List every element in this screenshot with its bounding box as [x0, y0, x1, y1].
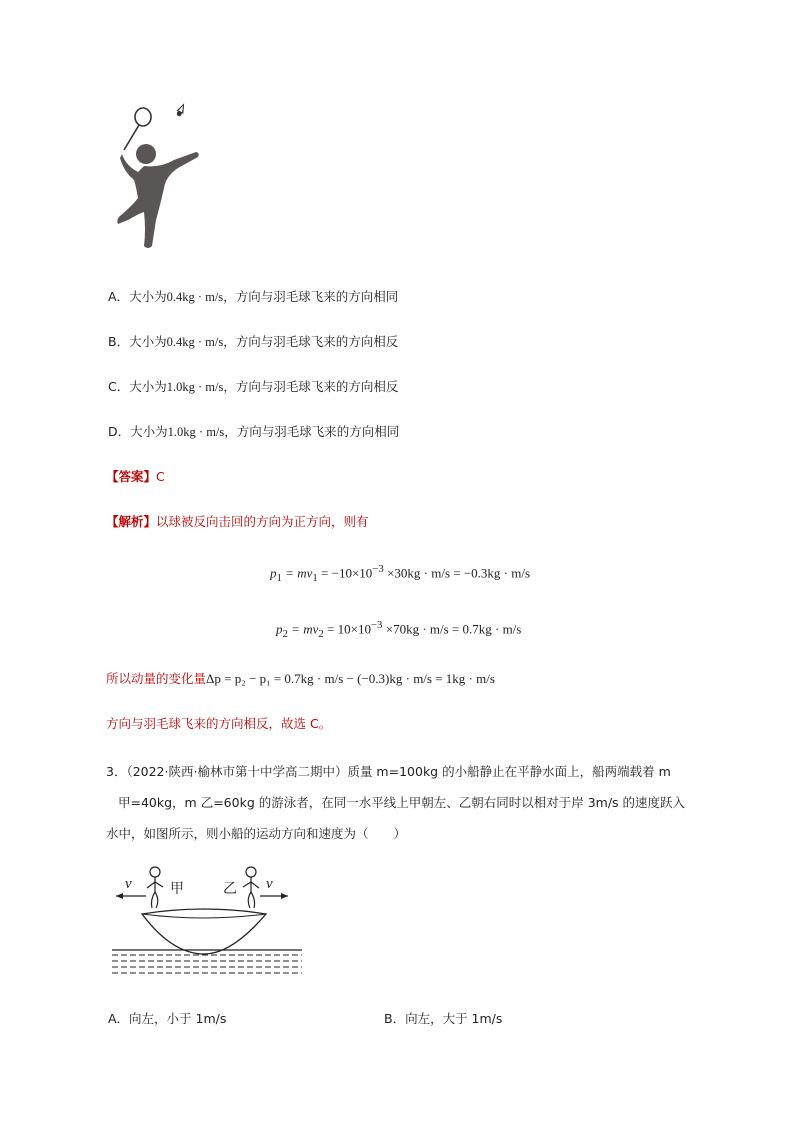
q3-option-b[interactable]: B．向左，大于 1m/s [384, 1011, 503, 1026]
option-pre: 大小为 [129, 334, 167, 349]
analysis-conclusion: 方向与羽毛球飞来的方向相反，故选 C。 [106, 716, 332, 731]
momentum-change-line [106, 669, 495, 687]
option-value: 0.4kg · m/s [166, 290, 224, 304]
momentum-change-equation: Δp = p₂ − p₁ = 0.7kg · m/s − (−0.3)kg · m/s = 1kg · m/s [206, 671, 495, 686]
figure-right-velocity: v [266, 876, 273, 892]
boat-swimmers-figure [112, 862, 302, 982]
figure-left-name: 甲 [170, 881, 184, 897]
answer-value: C [156, 469, 165, 484]
figure-right-name: 乙 [223, 881, 237, 897]
option-pre: 大小为 [129, 379, 167, 394]
equation-p1: $p_1 = mv_1 = -10\times 10^{-3} \times 30kg \cdot m/s = -0.3kg \cdot m/s$ [270, 563, 531, 584]
answer-label: 【答案】 [106, 469, 157, 484]
option-value: 1.0kg · m/s [167, 425, 225, 439]
option-post: ，方向与羽毛球飞来的方向相同 [223, 289, 399, 304]
option-d[interactable] [108, 422, 399, 440]
analysis-intro-line [106, 512, 369, 530]
option-letter: B． [108, 334, 130, 349]
option-letter: A． [108, 289, 130, 304]
question-3-line-1: 3．（2022·陕西·榆林市第十中学高二期中）质量 m=100kg 的小船静止在平静水面上，船两端载着 m [106, 764, 671, 779]
badminton-player-figure [108, 102, 208, 252]
option-c[interactable] [108, 377, 398, 395]
option-pre: 大小为 [129, 289, 167, 304]
option-letter: C． [108, 379, 130, 394]
option-b[interactable] [108, 332, 398, 350]
analysis-intro: 以球被反向击回的方向为正方向，则有 [156, 514, 369, 529]
option-letter: D． [108, 424, 131, 439]
q3-option-a[interactable]: A．向左，小于 1m/s [108, 1011, 227, 1026]
analysis-label: 【解析】 [106, 514, 157, 529]
momentum-change-prefix: 所以动量的变化量 [106, 671, 207, 686]
shuttlecock-icon [176, 103, 187, 117]
answer-line [106, 467, 165, 485]
option-value: 0.4kg · m/s [166, 335, 224, 349]
figure-left-velocity: v [125, 876, 132, 892]
option-post: ，方向与羽毛球飞来的方向相同 [224, 424, 400, 439]
equation-p2: $p_2 = mv_2 = 10\times 10^{-3} \times 70kg \cdot m/s = 0.7kg \cdot m/s$ [276, 619, 522, 640]
question-3-line-2: 甲=40kg，m 乙=60kg 的游泳者，在同一水平线上甲朝左、乙朝右同时以相对于岸 3m/s 的速度跃入 [118, 795, 686, 810]
option-a[interactable] [108, 287, 398, 305]
option-pre: 大小为 [130, 424, 168, 439]
option-post: ，方向与羽毛球飞来的方向相反 [223, 334, 399, 349]
option-post: ，方向与羽毛球飞来的方向相反 [223, 379, 399, 394]
question-3-line-3: 水中，如图所示，则小船的运动方向和速度为（ ） [106, 826, 407, 841]
option-value: 1.0kg · m/s [166, 380, 224, 394]
